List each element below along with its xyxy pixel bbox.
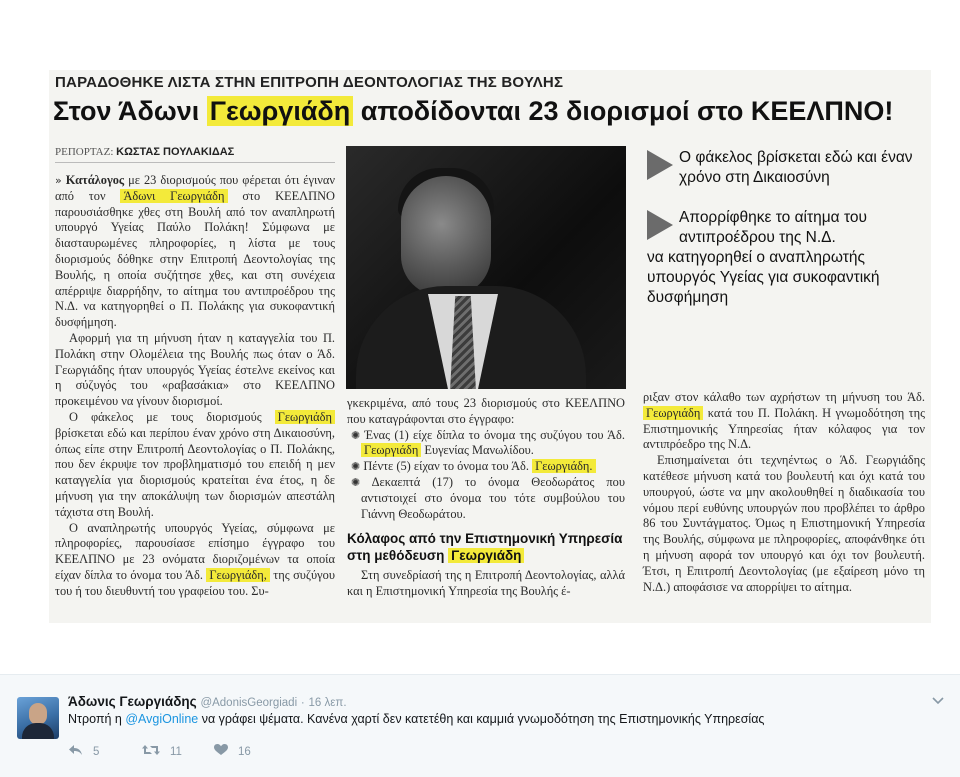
col2-b2-highlight: Γεωργιάδη. xyxy=(532,459,595,473)
pull-quote-1-text: Ο φάκελος βρίσκεται εδώ και έναν χρόνο στη Δικαιοσύνη xyxy=(679,149,913,186)
tweet-text xyxy=(68,712,764,726)
col1-p1-text-a: με 23 διορισμούς που φέρεται ότι έγιναν από τον xyxy=(55,173,335,203)
col2-b1-highlight: Γεωργιάδη xyxy=(361,443,421,457)
col1-p4-text-a: Ο αναπληρωτής υπουργός Υγείας, σύμφωνα με πληροφορίες, παρουσίασε επίσημο έγγραφο του ΚΕΕΛΠΝΟ με 23 ονόματα διοριζομένων τα οποία είχαν δίπλα το όνομα του Άδ. xyxy=(55,520,335,582)
col1-p3-text-a: Ο φάκελος με τους διορισμούς xyxy=(69,409,275,424)
col2-b2-text-a: Πέντε (5) είχαν το όνομα του Άδ. xyxy=(363,459,533,474)
headline-highlight: Γεωργιάδη xyxy=(207,96,354,126)
pull-quote-2-text-a: Απορρίφθηκε το αίτημα του αντιπροέδρου της Ν.Δ. xyxy=(679,209,867,246)
pull-quote-2-text-b: να κατηγορηθεί ο αναπληρωτής υπουργός Υγείας για συκοφαντική δυσφήμηση xyxy=(647,249,880,306)
retweet-button[interactable] xyxy=(142,744,182,758)
col2-subheading xyxy=(347,530,625,564)
tweet-author-handle[interactable]: @AdonisGeorgiadi xyxy=(200,697,298,709)
like-count: 16 xyxy=(238,746,251,758)
col1-p1-highlight: Άδωνι Γεωργιάδη xyxy=(120,189,227,203)
tweet-separator: · xyxy=(300,697,305,709)
reply-button[interactable] xyxy=(68,744,99,758)
like-button[interactable] xyxy=(214,744,251,758)
pull-quote-1 xyxy=(647,148,927,188)
headline-text-post: αποδίδονται 23 διορισμοί στο ΚΕΕΛΠΝΟ! xyxy=(353,96,894,126)
portrait-photo xyxy=(346,146,626,389)
photo-face xyxy=(401,176,491,296)
col1-p3-highlight: Γεωργιάδη xyxy=(275,410,335,424)
retweet-count: 11 xyxy=(170,746,182,758)
col2-b1-text-a: Ένας (1) είχε δίπλα το όνομα της συζύγου του Άδ. xyxy=(364,427,625,442)
col2-bullet-3 xyxy=(347,475,625,522)
col2-paragraph-1: γκεκριμένα, από τους 23 διορισμούς στο ΚΕΕΛΠΝΟ που καταγράφονται στο έγγραφο: xyxy=(347,396,625,426)
col1-paragraph-1 xyxy=(55,173,335,331)
col3-paragraph-1 xyxy=(643,390,925,453)
col3-p1-highlight: Γεωργιάδη xyxy=(643,406,703,420)
col1-p3-text-b: βρίσκεται εδώ και περίπου έναν χρόνο στη Δικαιοσύνη, όπως είπε στην Επιτροπή Δεοντολογίας ο Π. Πολάκης, που δεν έκρυψε τον προβληματισμό του επειδή η μεν καταγγελία για διορισμούς κρατείται ένα έτος, η δε μήνυση για την αποκάλυψη των διορισμών απεστάλη τάχιστα στη Βουλή. xyxy=(55,425,335,519)
chevron-down-icon[interactable] xyxy=(932,694,944,708)
tweet-author-name[interactable]: Άδωνις Γεωργιάδης xyxy=(68,694,197,709)
tweet-timestamp[interactable]: 16 λεπ. xyxy=(308,697,347,709)
col2-b1-text-b: Ευγενίας Μανωλίδου. xyxy=(421,443,534,458)
col3-paragraph-2: Επισημαίνεται ότι τεχνηέντως ο Άδ. Γεωργιάδης κατέθεσε μήνυση κατά του βουλευτή και όχι κατά του υπουργού, ώστε να μην ακολουθηθεί η διαδικασία του νόμου περί ευθύνης υπουργών που προβλέπει το άρθρο 86 του Συντάγματος. Όμως η Επιστημονική Υπηρεσία της Βουλής, σύμφωνα με πληροφορίες, αποφάνθηκε ότι η μήνυση αφορά τον υπουργό και όχι τον βουλευτή. Έτσι, η Επιτροπή Δεοντολογίας (με εξαίρεση μόνο τη Ν.Δ.) αποφάσισε να απορρίψει το αίτημα. xyxy=(643,453,925,594)
col3-p1-text-b: κατά του Π. Πολάκη. Η γνωμοδότηση της Επιστημονικής Υπηρεσίας ήταν κόλαφος για τον αντιπρόεδρο της Ν.Δ. xyxy=(643,405,925,452)
col1-p4-highlight: Γεωργιάδη, xyxy=(206,568,269,582)
tweet-text-b: να γράφει ψέματα. Κανένα χαρτί δεν κατετέθη και καμμιά γνωμοδότηση της Επιστημονικής Υπηρεσίας xyxy=(198,712,765,726)
reply-icon xyxy=(68,744,83,756)
col1-paragraph-4 xyxy=(55,521,335,600)
avatar[interactable] xyxy=(17,697,59,739)
triangle-arrow-icon xyxy=(647,150,673,180)
col1-paragraph-2: Αφορμή για τη μήνυση ήταν η καταγγελία του Π. Πολάκη στην Ολομέλεια της Βουλής πως όταν ο Άδ. Γεωργιάδης ήταν υπουργός Υγείας έστελνε εκείνος και η σύζυγός του «ραβασάκια» στο ΚΕΕΛΠΝΟ προκειμένου να γίνουν διορισμοί. xyxy=(55,330,335,409)
reporter-byline xyxy=(55,146,234,158)
article-column-2 xyxy=(347,396,625,600)
reply-count: 5 xyxy=(93,746,100,758)
tweet-text-a: Ντροπή η xyxy=(68,712,126,726)
tweet-header xyxy=(68,694,347,709)
pull-quote-2 xyxy=(647,208,927,308)
headline-text-pre: Στον Άδωνι xyxy=(53,96,207,126)
heart-icon xyxy=(214,744,228,756)
article-headline xyxy=(53,96,893,127)
triangle-arrow-icon xyxy=(647,210,673,240)
avatar-body xyxy=(22,723,54,739)
arrow-icon: » xyxy=(55,174,62,187)
col2-subheading-highlight: Γεωργιάδη xyxy=(448,548,524,563)
col1-p1-text-b: στο ΚΕΕΛΠΝΟ παρουσιάσθηκε χθες στη Βουλή από τον αναπληρωτή υπουργό Υγείας Παύλο Πολάκη! Σύμφωνα με διασταυρωμένες πληροφορίες, η λίστα με τους διορισμούς δόθηκε στην Επιτροπή Δεοντολογίας της Βουλής, η οποία συζήτησε χθες, και στη συνέχεια απέρριψε διαρρήδην, το αίτημα του αντιπροέδρου της Ν.Δ. να κατηγορηθεί ο Π. Πολάκης για συκοφαντική δυσφήμηση. xyxy=(55,188,335,330)
col1-lead-word: Κατάλογος xyxy=(65,173,125,187)
article-column-1 xyxy=(55,173,335,600)
bullet-icon: ✺ xyxy=(351,460,361,474)
col2-bullet-2 xyxy=(347,459,625,475)
article-kicker: ΠΑΡΑΔΟΘΗΚΕ ΛΙΣΤΑ ΣΤΗΝ ΕΠΙΤΡΟΠΗ ΔΕΟΝΤΟΛΟΓΙΑΣ ΤΗΣ ΒΟΥΛΗΣ xyxy=(55,74,564,91)
col2-subheading-text: Κόλαφος από την Επιστημονική Υπηρεσία στη μεθόδευση xyxy=(347,531,623,564)
newspaper-clipping-image xyxy=(49,70,931,623)
col1-paragraph-3 xyxy=(55,410,335,521)
article-column-3 xyxy=(643,390,925,595)
bullet-icon: ✺ xyxy=(351,475,361,489)
bullet-icon: ✺ xyxy=(351,428,361,442)
reporter-name: ΚΩΣΤΑΣ ΠΟΥΛΑΚΙΔΑΣ xyxy=(116,146,235,158)
reporter-label: ΡΕΠΟΡΤΑΖ: xyxy=(55,146,114,158)
col2-paragraph-2: Στη συνεδρίασή της η Επιτροπή Δεοντολογίας, αλλά και η Επιστημονική Υπηρεσία της Βουλής έ- xyxy=(347,568,625,599)
col3-p1-text-a: ριξαν στον κάλαθο των αχρήστων τη μήνυση του Άδ. xyxy=(643,390,925,404)
col2-b3-text: Δεκαεπτά (17) το όνομα Θεοδωράτος που αντιστοιχεί στο όνομα του τότε συμβούλου του Γιάννη Θεοδωράτου. xyxy=(361,474,626,521)
avatar-head xyxy=(29,703,47,725)
byline-divider xyxy=(55,162,335,163)
col2-bullet-1 xyxy=(347,428,625,460)
retweet-icon xyxy=(142,744,160,756)
col1-p4-text-b: της συζύγου του ή του διευθυντή του γραφείου του. Συ- xyxy=(55,567,335,598)
tweet[interactable] xyxy=(0,674,960,777)
tweet-mention-link[interactable]: @AvgiOnline xyxy=(125,712,199,726)
